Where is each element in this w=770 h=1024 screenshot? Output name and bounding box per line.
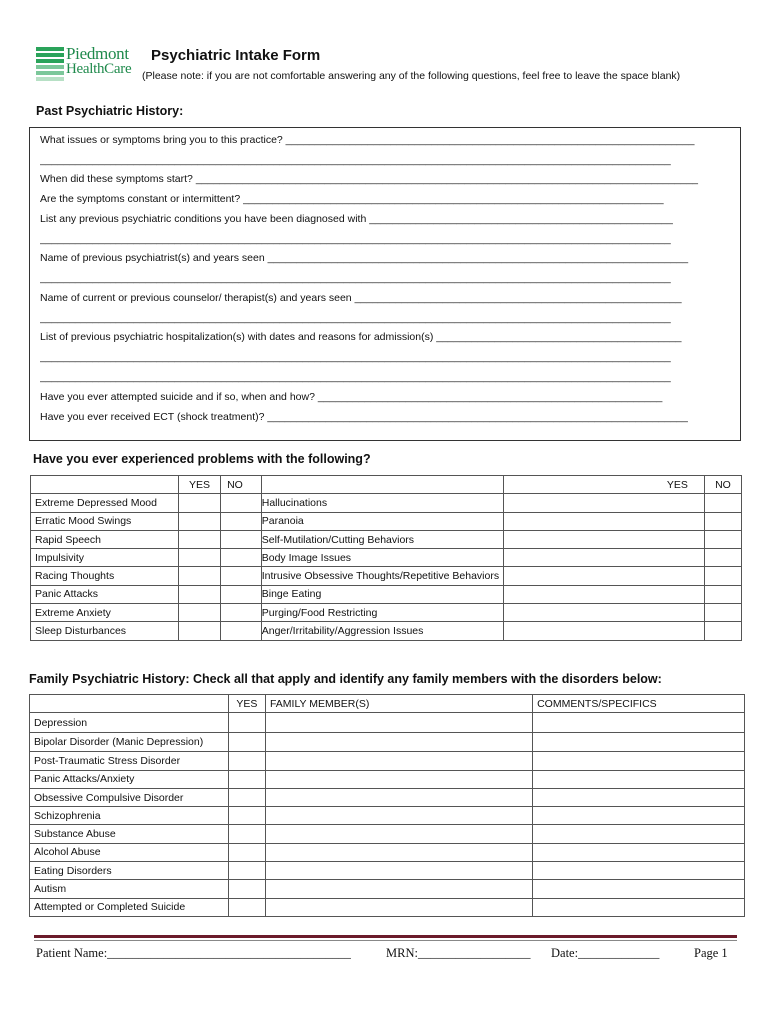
table-row xyxy=(30,862,745,880)
yes-checkbox-cell[interactable] xyxy=(228,732,265,752)
comments-cell[interactable] xyxy=(533,843,745,861)
yes-checkbox-cell[interactable] xyxy=(228,880,265,898)
yes-checkbox-cell[interactable] xyxy=(178,530,220,548)
table-row xyxy=(31,530,742,548)
family-member-cell[interactable] xyxy=(265,732,532,752)
problem-label: Impulsivity xyxy=(31,549,179,567)
yes-checkbox-cell[interactable] xyxy=(504,567,705,585)
disorder-label: Autism xyxy=(30,880,229,898)
comments-cell[interactable] xyxy=(533,825,745,843)
past-history-line[interactable]: ____________________________________________________________________________________________________________ xyxy=(40,272,671,284)
family-member-cell[interactable] xyxy=(265,770,532,788)
no-checkbox-cell[interactable] xyxy=(704,530,741,548)
header-yes: YES xyxy=(228,695,265,713)
yes-checkbox-cell[interactable] xyxy=(504,494,705,512)
logo-subname: HealthCare xyxy=(66,61,132,77)
page-title: Psychiatric Intake Form xyxy=(151,47,321,64)
yes-checkbox-cell[interactable] xyxy=(228,898,265,916)
family-member-cell[interactable] xyxy=(265,898,532,916)
header-blank xyxy=(31,476,179,494)
header-yes: YES xyxy=(178,476,220,494)
family-header-row xyxy=(30,695,745,713)
header-family-member: FAMILY MEMBER(S) xyxy=(265,695,532,713)
disorder-label: Depression xyxy=(30,713,229,733)
past-history-line[interactable]: List any previous psychiatric conditions you have been diagnosed with ____________________________________________________ xyxy=(40,213,673,225)
yes-checkbox-cell[interactable] xyxy=(178,604,220,622)
no-checkbox-cell[interactable] xyxy=(221,549,262,567)
yes-checkbox-cell[interactable] xyxy=(178,585,220,603)
past-history-line[interactable]: Have you ever received ECT (shock treatment)? ________________________________________________________________________ xyxy=(40,411,688,423)
comments-cell[interactable] xyxy=(533,807,745,825)
comments-cell[interactable] xyxy=(533,898,745,916)
yes-checkbox-cell[interactable] xyxy=(228,770,265,788)
family-heading: Family Psychiatric History: Check all that apply and identify any family members with the disorders below: xyxy=(29,672,662,686)
problem-label: Hallucinations xyxy=(261,494,503,512)
family-member-cell[interactable] xyxy=(265,807,532,825)
no-checkbox-cell[interactable] xyxy=(704,549,741,567)
yes-checkbox-cell[interactable] xyxy=(228,752,265,770)
piedmont-logo-icon xyxy=(36,47,64,81)
past-history-line[interactable]: ____________________________________________________________________________________________________________ xyxy=(40,154,671,166)
comments-cell[interactable] xyxy=(533,713,745,733)
table-row xyxy=(31,585,742,603)
header-no: NO xyxy=(221,476,262,494)
problems-header-row xyxy=(31,476,742,494)
past-history-line[interactable]: Name of previous psychiatrist(s) and years seen ________________________________________________________________________ xyxy=(40,252,689,264)
table-row xyxy=(31,512,742,530)
table-row xyxy=(30,788,745,806)
problems-heading: Have you ever experienced problems with the following? xyxy=(33,452,371,466)
table-row xyxy=(31,567,742,585)
problem-label: Erratic Mood Swings xyxy=(31,512,179,530)
header-blank xyxy=(261,476,503,494)
comments-cell[interactable] xyxy=(533,732,745,752)
disorder-label: Alcohol Abuse xyxy=(30,843,229,861)
past-history-line[interactable]: ____________________________________________________________________________________________________________ xyxy=(40,351,671,363)
table-row xyxy=(30,713,745,733)
table-row xyxy=(31,549,742,567)
problem-label: Panic Attacks xyxy=(31,585,179,603)
no-checkbox-cell[interactable] xyxy=(704,622,741,640)
past-history-line[interactable]: ____________________________________________________________________________________________________________ xyxy=(40,233,671,245)
past-history-line[interactable]: Are the symptoms constant or intermittent? ________________________________________________________________________ xyxy=(40,193,664,205)
table-row xyxy=(31,494,742,512)
family-member-cell[interactable] xyxy=(265,843,532,861)
no-checkbox-cell[interactable] xyxy=(704,494,741,512)
yes-checkbox-cell[interactable] xyxy=(228,807,265,825)
table-row xyxy=(30,898,745,916)
comments-cell[interactable] xyxy=(533,880,745,898)
yes-checkbox-cell[interactable] xyxy=(228,862,265,880)
yes-checkbox-cell[interactable] xyxy=(504,604,705,622)
logo-name: Piedmont xyxy=(66,44,129,63)
patient-name-field[interactable]: Patient Name:_______________________________________ xyxy=(36,946,351,960)
disorder-label: Attempted or Completed Suicide xyxy=(30,898,229,916)
comments-cell[interactable] xyxy=(533,752,745,770)
problem-label: Paranoia xyxy=(261,512,503,530)
problem-label: Purging/Food Restricting xyxy=(261,604,503,622)
problem-label: Racing Thoughts xyxy=(31,567,179,585)
comments-cell[interactable] xyxy=(533,862,745,880)
table-row xyxy=(30,732,745,752)
family-member-cell[interactable] xyxy=(265,825,532,843)
disorder-label: Substance Abuse xyxy=(30,825,229,843)
past-history-line[interactable]: ____________________________________________________________________________________________________________ xyxy=(40,371,671,383)
disorder-label: Panic Attacks/Anxiety xyxy=(30,770,229,788)
no-checkbox-cell[interactable] xyxy=(221,512,262,530)
date-field[interactable]: Date:_____________ xyxy=(551,946,660,960)
no-checkbox-cell[interactable] xyxy=(704,567,741,585)
header-comments: COMMENTS/SPECIFICS xyxy=(533,695,745,713)
header-blank xyxy=(30,695,229,713)
no-checkbox-cell[interactable] xyxy=(221,567,262,585)
no-checkbox-cell[interactable] xyxy=(704,512,741,530)
header-no: NO xyxy=(704,476,741,494)
table-row xyxy=(30,880,745,898)
past-history-line[interactable]: ____________________________________________________________________________________________________________ xyxy=(40,312,671,324)
footer-divider-thin xyxy=(34,940,737,941)
problem-label: Binge Eating xyxy=(261,585,503,603)
disorder-label: Schizophrenia xyxy=(30,807,229,825)
yes-checkbox-cell[interactable] xyxy=(504,512,705,530)
disorder-label: Eating Disorders xyxy=(30,862,229,880)
no-checkbox-cell[interactable] xyxy=(221,622,262,640)
family-member-cell[interactable] xyxy=(265,788,532,806)
table-row xyxy=(31,622,742,640)
mrn-field[interactable]: MRN:__________________ xyxy=(386,946,531,960)
family-member-cell[interactable] xyxy=(265,862,532,880)
form-note: (Please note: if you are not comfortable answering any of the following questions, feel free to leave the space blank) xyxy=(142,70,681,82)
past-history-line[interactable]: Name of current or previous counselor/ therapist(s) and years seen ________________________________________________________ xyxy=(40,292,682,304)
table-row xyxy=(30,843,745,861)
yes-checkbox-cell[interactable] xyxy=(228,788,265,806)
past-history-line[interactable]: What issues or symptoms bring you to this practice? ______________________________________________________________________ xyxy=(40,134,695,146)
problem-label: Extreme Depressed Mood xyxy=(31,494,179,512)
yes-checkbox-cell[interactable] xyxy=(228,843,265,861)
problem-label: Sleep Disturbances xyxy=(31,622,179,640)
family-table xyxy=(29,694,745,917)
problems-table xyxy=(30,475,742,641)
disorder-label: Post-Traumatic Stress Disorder xyxy=(30,752,229,770)
yes-checkbox-cell[interactable] xyxy=(504,549,705,567)
table-row xyxy=(30,807,745,825)
problem-label: Anger/Irritability/Aggression Issues xyxy=(261,622,503,640)
problem-label: Self-Mutilation/Cutting Behaviors xyxy=(261,530,503,548)
header-yes: YES xyxy=(504,476,705,494)
no-checkbox-cell[interactable] xyxy=(221,604,262,622)
no-checkbox-cell[interactable] xyxy=(221,585,262,603)
table-row xyxy=(30,825,745,843)
no-checkbox-cell[interactable] xyxy=(704,604,741,622)
footer-divider xyxy=(34,935,737,938)
disorder-label: Obsessive Compulsive Disorder xyxy=(30,788,229,806)
table-row xyxy=(31,604,742,622)
no-checkbox-cell[interactable] xyxy=(221,494,262,512)
past-history-line[interactable]: Have you ever attempted suicide and if so, when and how? ___________________________________________________________ xyxy=(40,391,663,403)
disorder-label: Bipolar Disorder (Manic Depression) xyxy=(30,732,229,752)
yes-checkbox-cell[interactable] xyxy=(178,549,220,567)
yes-checkbox-cell[interactable] xyxy=(504,622,705,640)
yes-checkbox-cell[interactable] xyxy=(504,530,705,548)
yes-checkbox-cell[interactable] xyxy=(228,713,265,733)
yes-checkbox-cell[interactable] xyxy=(178,622,220,640)
past-history-heading: Past Psychiatric History: xyxy=(36,104,184,118)
yes-checkbox-cell[interactable] xyxy=(228,825,265,843)
yes-checkbox-cell[interactable] xyxy=(504,585,705,603)
problem-label: Intrusive Obsessive Thoughts/Repetitive Behaviors xyxy=(261,567,503,585)
page-number: Page 1 xyxy=(694,946,728,960)
comments-cell[interactable] xyxy=(533,788,745,806)
past-history-line[interactable]: When did these symptoms start? ______________________________________________________________________________________ xyxy=(40,173,699,185)
problem-label: Rapid Speech xyxy=(31,530,179,548)
past-history-line[interactable]: List of previous psychiatric hospitalization(s) with dates and reasons for admission(s) __________________________________________ xyxy=(40,331,682,343)
family-member-cell[interactable] xyxy=(265,713,532,733)
comments-cell[interactable] xyxy=(533,770,745,788)
problem-label: Extreme Anxiety xyxy=(31,604,179,622)
yes-checkbox-cell[interactable] xyxy=(178,512,220,530)
family-member-cell[interactable] xyxy=(265,752,532,770)
table-row xyxy=(30,770,745,788)
no-checkbox-cell[interactable] xyxy=(704,585,741,603)
table-row xyxy=(30,752,745,770)
no-checkbox-cell[interactable] xyxy=(221,530,262,548)
problem-label: Body Image Issues xyxy=(261,549,503,567)
yes-checkbox-cell[interactable] xyxy=(178,494,220,512)
yes-checkbox-cell[interactable] xyxy=(178,567,220,585)
family-member-cell[interactable] xyxy=(265,880,532,898)
